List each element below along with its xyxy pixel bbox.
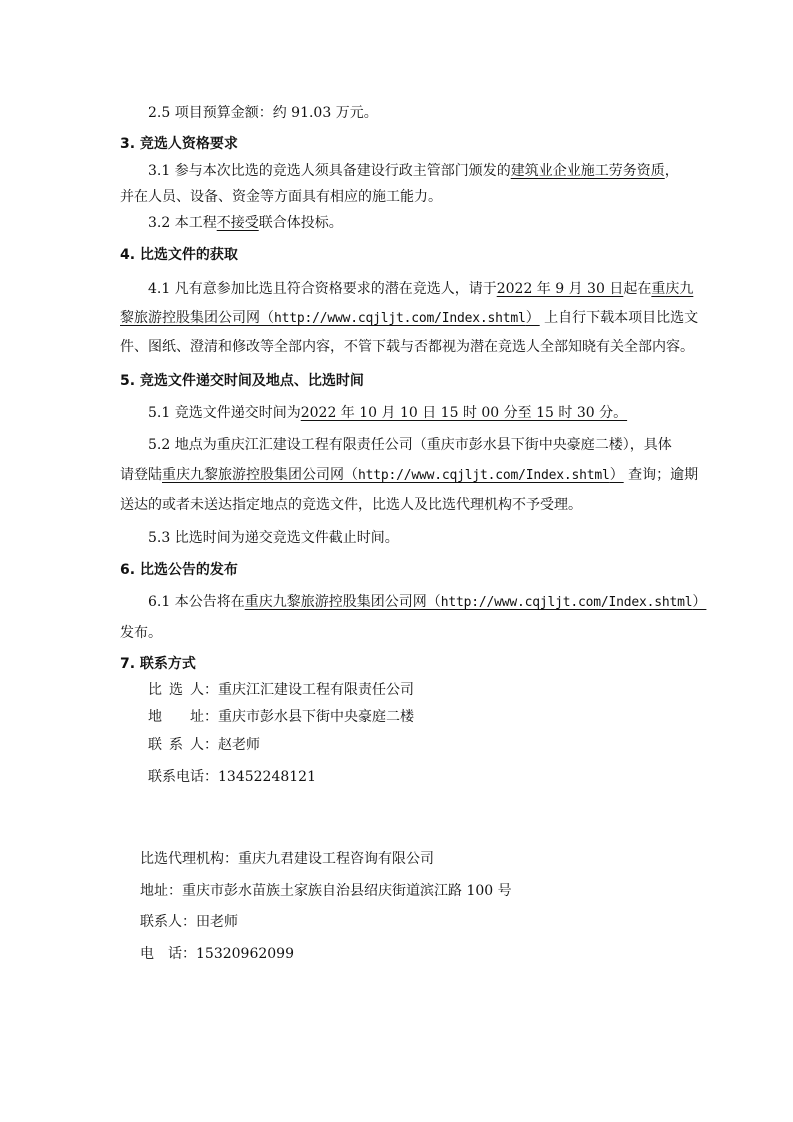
clause-5-2-line-2 (120, 466, 698, 485)
clause-6-1-line-1 (148, 593, 706, 612)
clause-5-1 (148, 404, 627, 422)
clause-3-1-comma: ， (664, 163, 679, 179)
agency-contact: 联系人：田老师 (140, 914, 238, 930)
clause-5-2-query: 查询；逾期 (628, 467, 699, 483)
website-name: 重庆九黎旅游控股集团公司网（ (162, 467, 358, 483)
budget-line (148, 104, 378, 122)
clause-5-2-login: 请登陆 (120, 467, 162, 483)
clause-4-1-from: 起在 (623, 281, 652, 297)
clause-3-1-line-1 (148, 162, 679, 180)
agency-phone-label-1: 电 (140, 946, 154, 962)
clause-5-3: 5.3 比选时间为递交竞选文件截止时间。 (148, 530, 399, 546)
agency-phone (140, 945, 294, 963)
submission-time: 2022 年 10 月 10 日 15 时 00 分至 15 时 30 分。 (300, 405, 628, 421)
section-4-heading: 4. 比选文件的获取 (120, 247, 238, 263)
website-link[interactable]: http://www.cqjljt.com/Index.shtml (358, 468, 610, 483)
contact-org (148, 681, 414, 699)
agency-address: 地址：重庆市彭水苗族土家族自治县绍庆街道滨江路 100 号 (140, 883, 512, 899)
clause-4-1-line-1 (148, 280, 693, 298)
contact-address (148, 708, 414, 726)
website-paren-close: ） (692, 594, 707, 610)
download-start-date: 2022 年 9 月 30 日 (496, 281, 624, 297)
agency-phone-value: ：15320962099 (182, 946, 294, 962)
clause-3-2 (148, 214, 343, 232)
section-7-heading: 7. 联系方式 (120, 656, 196, 672)
contact-phone-value: ：13452248121 (204, 769, 316, 785)
website-name-part-1: 重庆九 (651, 281, 694, 297)
qualification-required: 建筑业企业施工劳务资质 (510, 163, 665, 179)
clause-4-1-line-2 (120, 309, 698, 328)
clause-6-1-line-2: 发布。 (120, 625, 162, 641)
contact-address-value: ：重庆市彭水县下街中央豪庭二楼 (204, 709, 414, 725)
section-5-heading: 5. 竞选文件递交时间及地点、比选时间 (120, 373, 364, 389)
contact-org-value: ：重庆江汇建设工程有限责任公司 (204, 682, 414, 698)
website-paren-close: ） (609, 467, 624, 483)
website-link[interactable]: http://www.cqjljt.com/Index.shtml (274, 311, 526, 326)
contact-person-value: ：赵老师 (204, 737, 260, 753)
clause-3-2-text: 3.2 本工程 (148, 215, 217, 231)
website-link[interactable]: http://www.cqjljt.com/Index.shtml (440, 595, 693, 610)
agency-org: 比选代理机构：重庆九君建设工程咨询有限公司 (140, 851, 434, 867)
clause-3-1-line-2: 并在人员、设备、资金等方面具有相应的施工能力。 (120, 189, 442, 205)
clause-3-2-tail: 联合体投标。 (258, 215, 343, 231)
contact-phone-label: 联系电话 (148, 769, 204, 785)
section-6-heading: 6. 比选公告的发布 (120, 562, 238, 578)
contact-phone (148, 768, 316, 786)
clause-4-1-download: 上自行下载本项目比选文 (544, 310, 699, 326)
agency-phone-label-2: 话 (168, 946, 182, 962)
contact-address-label: 地址 (148, 709, 204, 725)
clause-5-2-line-1: 5.2 地点为重庆江汇建设工程有限责任公司（重庆市彭水县下街中央豪庭二楼），具体 (148, 437, 672, 453)
clause-3-1-text: 3.1 参与本次比选的竞选人须具备建设行政主管部门颁发的 (148, 163, 511, 179)
contact-org-label: 比选人 (148, 682, 204, 698)
consortium-not-accepted: 不接受 (216, 215, 259, 231)
website-paren-close: ） (525, 310, 540, 326)
contact-person-label: 联系人 (148, 737, 204, 753)
website-name: 重庆九黎旅游控股集团公司网（ (244, 594, 441, 610)
budget-text: 2.5 项目预算金额：约 91.03 万元。 (148, 105, 378, 121)
clause-5-2-line-3: 送达的或者未送达指定地点的竞选文件，比选人及比选代理机构不予受理。 (120, 497, 582, 513)
website-name-part-2: 黎旅游控股集团公司网（ (120, 310, 274, 326)
clause-6-1-text: 6.1 本公告将在 (148, 594, 245, 610)
clause-5-1-text: 5.1 竞选文件递交时间为 (148, 405, 301, 421)
clause-4-1-line-3: 件、图纸、澄清和修改等全部内容，不管下载与否都视为潜在竞选人全部知晓有关全部内容。 (120, 339, 694, 355)
clause-4-1-text: 4.1 凡有意参加比选且符合资格要求的潜在竞选人，请于 (148, 281, 497, 297)
section-3-heading: 3. 竞选人资格要求 (120, 136, 238, 152)
contact-person (148, 736, 260, 754)
